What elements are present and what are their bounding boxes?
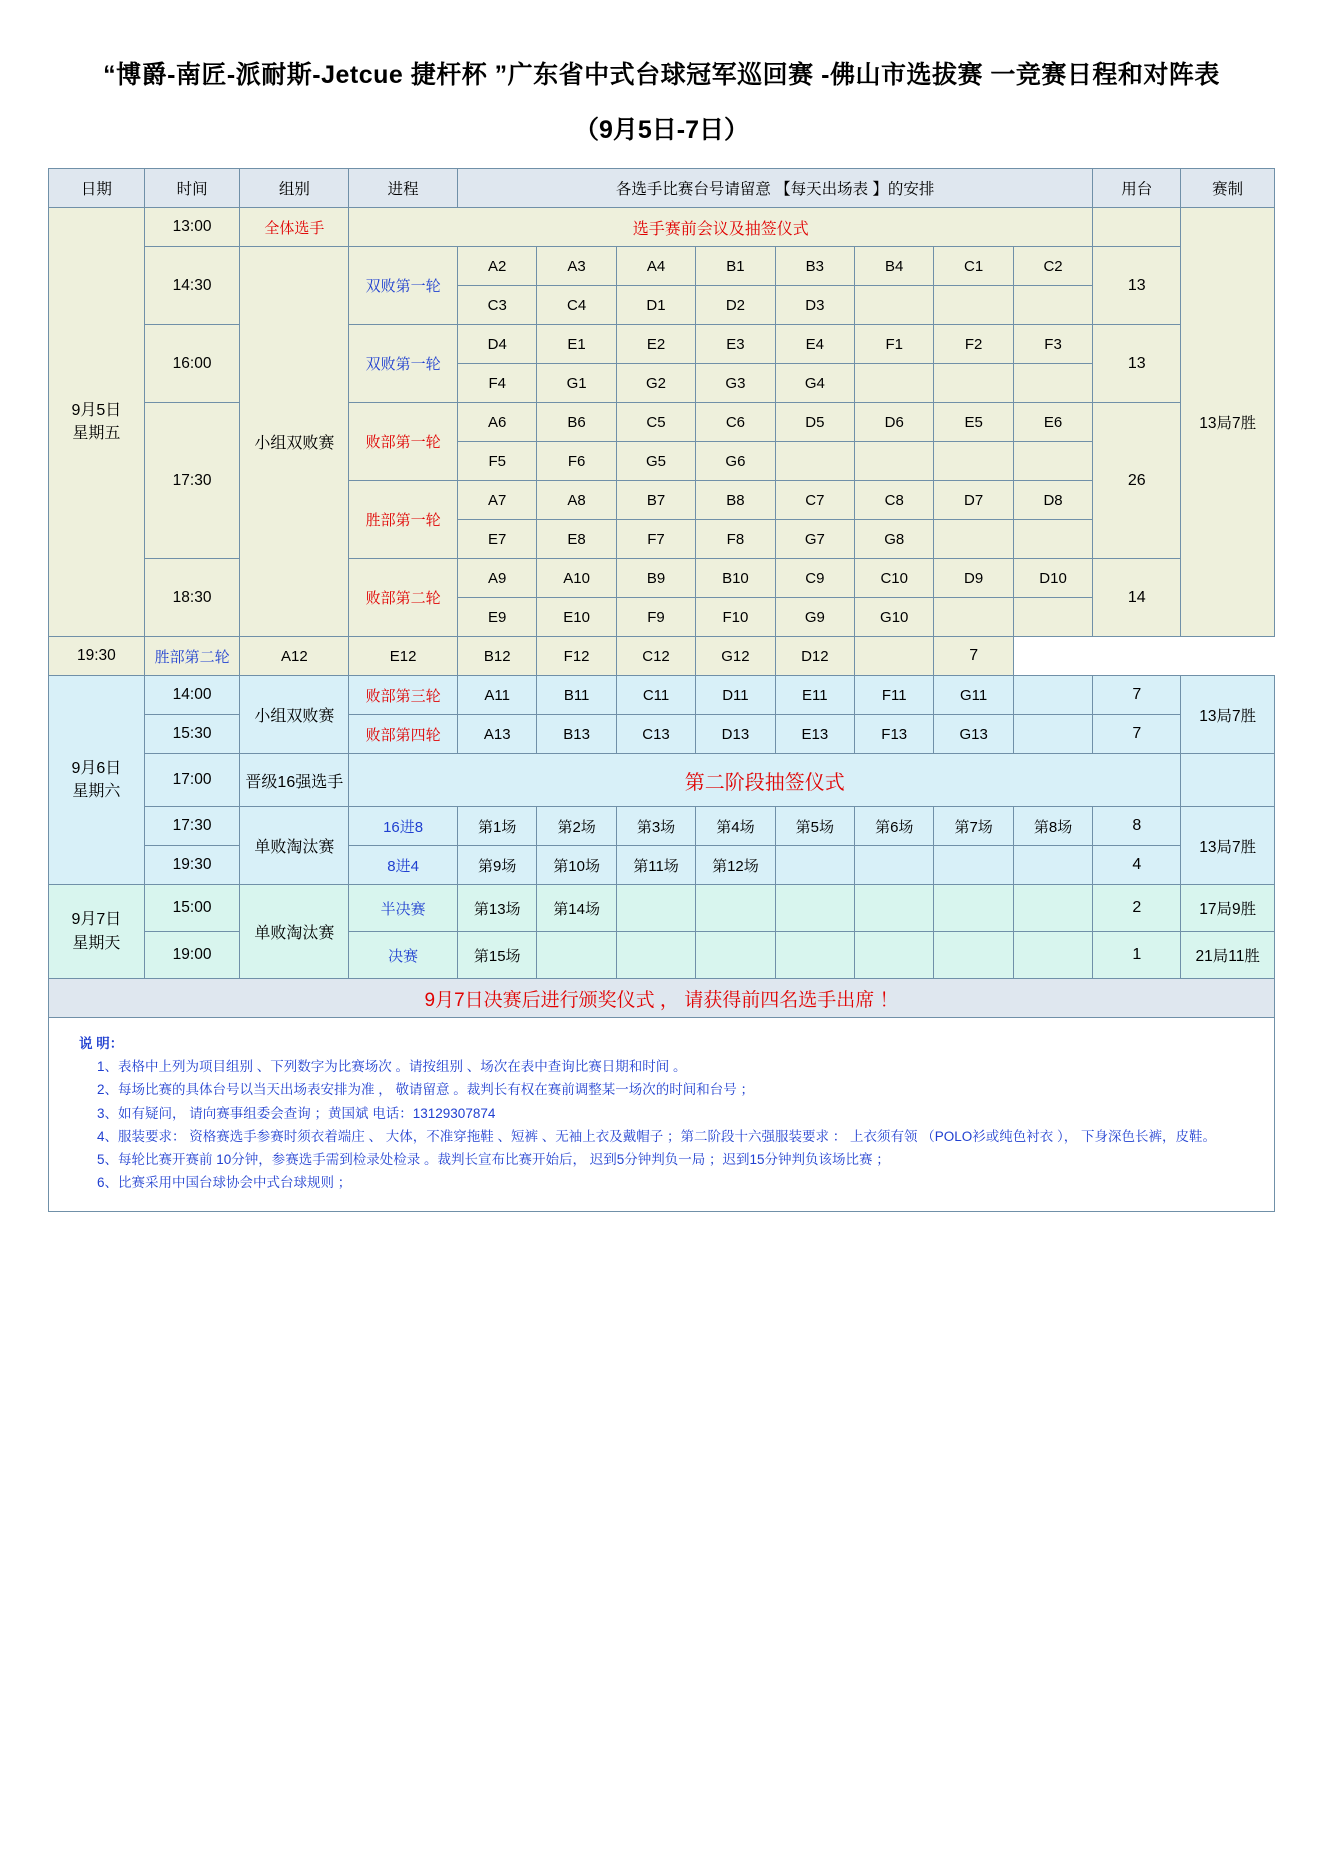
match-cell — [775, 442, 854, 481]
tables-cell: 7 — [934, 637, 1013, 676]
match-cell: E12 — [349, 637, 458, 676]
match-cell: A13 — [458, 715, 537, 754]
day-cell-sept5 — [49, 208, 145, 637]
match-cell: B7 — [616, 481, 695, 520]
time-cell: 17:00 — [144, 754, 240, 807]
match-cell: E4 — [775, 325, 854, 364]
match-cell: G11 — [934, 676, 1013, 715]
match-cell: E9 — [458, 598, 537, 637]
match-cell: C9 — [775, 559, 854, 598]
tables-cell: 13 — [1093, 247, 1181, 325]
match-cell — [696, 932, 775, 979]
progress-cell: 8进4 — [349, 846, 458, 885]
match-cell: G12 — [696, 637, 775, 676]
match-cell: 第15场 — [458, 932, 537, 979]
match-cell: G5 — [616, 442, 695, 481]
match-cell — [934, 598, 1013, 637]
match-cell — [934, 932, 1013, 979]
match-cell: F8 — [696, 520, 775, 559]
match-cell: D5 — [775, 403, 854, 442]
progress-cell: 败部第二轮 — [349, 559, 458, 637]
time-cell: 19:30 — [49, 637, 145, 676]
progress-cell: 败部第三轮 — [349, 676, 458, 715]
match-cell: A9 — [458, 559, 537, 598]
match-cell: 第3场 — [616, 807, 695, 846]
match-cell: G6 — [696, 442, 775, 481]
match-cell: E2 — [616, 325, 695, 364]
tables-cell: 2 — [1093, 885, 1181, 932]
match-cell: G10 — [855, 598, 934, 637]
progress-cell: 胜部第二轮 — [144, 637, 240, 676]
match-cell — [934, 885, 1013, 932]
match-cell: 第9场 — [458, 846, 537, 885]
time-cell: 13:00 — [144, 208, 240, 247]
match-cell: D6 — [855, 403, 934, 442]
match-cell: B10 — [696, 559, 775, 598]
match-cell: B4 — [855, 247, 934, 286]
match-cell — [1013, 364, 1092, 403]
tables-cell — [1181, 754, 1275, 807]
match-cell — [775, 885, 854, 932]
match-cell: D10 — [1013, 559, 1092, 598]
match-cell: F12 — [537, 637, 616, 676]
match-cell: A2 — [458, 247, 537, 286]
match-cell: D9 — [934, 559, 1013, 598]
format-cell: 13局7胜 — [1181, 807, 1275, 885]
match-cell: B11 — [537, 676, 616, 715]
match-cell: B1 — [696, 247, 775, 286]
table-row — [49, 676, 1275, 715]
time-cell: 14:30 — [144, 247, 240, 325]
match-cell: G13 — [934, 715, 1013, 754]
match-cell: A12 — [240, 637, 349, 676]
match-cell: E13 — [775, 715, 854, 754]
group-single-elim: 单败淘汰赛 — [240, 885, 349, 979]
table-row — [49, 637, 1275, 676]
match-cell: B8 — [696, 481, 775, 520]
notes-title: 说 明： — [79, 1036, 124, 1051]
note-item: 6、比赛采用中国台球协会中式台球规则 ； — [97, 1175, 352, 1191]
match-cell — [1013, 932, 1092, 979]
day-cell-sept6 — [49, 676, 145, 885]
match-cell: C13 — [616, 715, 695, 754]
match-cell — [855, 846, 934, 885]
match-cell: F9 — [616, 598, 695, 637]
note-item: 3、如有疑问， 请向赛事组委会查询 ；黄国斌 电话：13129307874 — [97, 1105, 496, 1121]
table-row — [49, 846, 1275, 885]
match-cell: F13 — [855, 715, 934, 754]
match-cell: E6 — [1013, 403, 1092, 442]
match-cell: B3 — [775, 247, 854, 286]
notes-section — [48, 1018, 1275, 1212]
table-row — [49, 807, 1275, 846]
match-cell: G8 — [855, 520, 934, 559]
match-cell: C3 — [458, 286, 537, 325]
match-cell: C5 — [616, 403, 695, 442]
progress-cell: 胜部第一轮 — [349, 481, 458, 559]
group-all-players: 全体选手 — [240, 208, 349, 247]
match-cell — [934, 520, 1013, 559]
match-cell: 第12场 — [696, 846, 775, 885]
match-cell: A7 — [458, 481, 537, 520]
match-cell: 第6场 — [855, 807, 934, 846]
match-cell — [934, 364, 1013, 403]
match-cell — [855, 885, 934, 932]
progress-cell: 双败第一轮 — [349, 325, 458, 403]
tables-cell: 8 — [1093, 807, 1181, 846]
progress-cell: 决赛 — [349, 932, 458, 979]
table-row — [49, 885, 1275, 932]
match-cell: 第2场 — [537, 807, 616, 846]
match-cell: 第1场 — [458, 807, 537, 846]
day-weekday: 星期六 — [72, 783, 121, 800]
match-cell — [775, 846, 854, 885]
header-group: 组别 — [240, 169, 349, 208]
match-cell: D3 — [775, 286, 854, 325]
match-cell: D11 — [696, 676, 775, 715]
match-cell — [855, 932, 934, 979]
match-cell — [696, 885, 775, 932]
time-cell: 19:30 — [144, 846, 240, 885]
match-cell — [934, 442, 1013, 481]
time-cell: 18:30 — [144, 559, 240, 637]
match-cell: 第14场 — [537, 885, 616, 932]
time-cell: 14:00 — [144, 676, 240, 715]
format-cell: 17局9胜 — [1181, 885, 1275, 932]
match-cell: D1 — [616, 286, 695, 325]
tables-cell — [1093, 208, 1181, 247]
match-cell — [1013, 442, 1092, 481]
match-cell: G7 — [775, 520, 854, 559]
page-subtitle: （9月5日-7日） — [573, 116, 750, 144]
header-time: 时间 — [144, 169, 240, 208]
day-weekday: 星期五 — [72, 425, 121, 442]
header-arrangement: 各选手比赛台号请留意 【每天出场表 】的安排 — [458, 169, 1093, 208]
match-cell: C12 — [616, 637, 695, 676]
table-row — [49, 403, 1275, 442]
match-cell — [537, 932, 616, 979]
banner-stage2-draw: 第二阶段抽签仪式 — [349, 754, 1181, 807]
match-cell: D12 — [775, 637, 854, 676]
progress-cell: 双败第一轮 — [349, 247, 458, 325]
match-cell: A6 — [458, 403, 537, 442]
group-double-elim: 小组双败赛 — [240, 676, 349, 754]
match-cell: C2 — [1013, 247, 1092, 286]
schedule-table — [48, 168, 1275, 1018]
match-cell: F7 — [616, 520, 695, 559]
award-row — [49, 979, 1275, 1018]
match-cell: F6 — [537, 442, 616, 481]
header-tables: 用台 — [1093, 169, 1181, 208]
progress-cell: 16进8 — [349, 807, 458, 846]
time-cell: 15:00 — [144, 885, 240, 932]
match-cell: D2 — [696, 286, 775, 325]
tables-cell: 13 — [1093, 325, 1181, 403]
award-ceremony-note: 9月7日决赛后进行颁奖仪式 ， 请获得前四名选手出席 ！ — [49, 979, 1275, 1018]
match-cell — [1013, 598, 1092, 637]
tables-cell: 1 — [1093, 932, 1181, 979]
match-cell: A8 — [537, 481, 616, 520]
match-cell: B12 — [458, 637, 537, 676]
table-row — [49, 247, 1275, 286]
match-cell: G4 — [775, 364, 854, 403]
group-double-elim: 小组双败赛 — [240, 247, 349, 637]
match-cell: G2 — [616, 364, 695, 403]
match-cell: B6 — [537, 403, 616, 442]
match-cell: A10 — [537, 559, 616, 598]
match-cell: A11 — [458, 676, 537, 715]
table-row — [49, 208, 1275, 247]
tables-cell: 7 — [1093, 715, 1181, 754]
match-cell — [934, 286, 1013, 325]
match-cell: A3 — [537, 247, 616, 286]
tables-cell: 4 — [1093, 846, 1181, 885]
match-cell: E8 — [537, 520, 616, 559]
match-cell: F3 — [1013, 325, 1092, 364]
group-single-elim: 单败淘汰赛 — [240, 807, 349, 885]
match-cell: G3 — [696, 364, 775, 403]
match-cell: A4 — [616, 247, 695, 286]
format-cell: 21局11胜 — [1181, 932, 1275, 979]
match-cell — [855, 442, 934, 481]
time-cell: 17:30 — [144, 807, 240, 846]
match-cell: 第4场 — [696, 807, 775, 846]
match-cell — [934, 846, 1013, 885]
format-cell: 13局7胜 — [1181, 676, 1275, 754]
time-cell: 19:00 — [144, 932, 240, 979]
table-header-row — [49, 169, 1275, 208]
table-row — [49, 559, 1275, 598]
match-cell: G9 — [775, 598, 854, 637]
match-cell: G1 — [537, 364, 616, 403]
match-cell: E3 — [696, 325, 775, 364]
match-cell: 第8场 — [1013, 807, 1092, 846]
match-cell — [1013, 676, 1092, 715]
match-cell: E5 — [934, 403, 1013, 442]
match-cell: 第5场 — [775, 807, 854, 846]
progress-cell: 败部第四轮 — [349, 715, 458, 754]
match-cell — [1013, 715, 1092, 754]
match-cell: F4 — [458, 364, 537, 403]
match-cell — [1013, 846, 1092, 885]
tables-cell: 7 — [1093, 676, 1181, 715]
match-cell: C6 — [696, 403, 775, 442]
match-cell — [616, 932, 695, 979]
table-row — [49, 754, 1275, 807]
match-cell: F10 — [696, 598, 775, 637]
match-cell: B13 — [537, 715, 616, 754]
match-cell — [855, 364, 934, 403]
progress-cell: 半决赛 — [349, 885, 458, 932]
match-cell: E1 — [537, 325, 616, 364]
match-cell: C10 — [855, 559, 934, 598]
match-cell: E11 — [775, 676, 854, 715]
match-cell: 第7场 — [934, 807, 1013, 846]
match-cell — [616, 885, 695, 932]
day-date: 9月6日 — [71, 759, 122, 777]
match-cell — [855, 637, 934, 676]
progress-cell: 败部第一轮 — [349, 403, 458, 481]
header-format: 赛制 — [1181, 169, 1275, 208]
time-cell: 15:30 — [144, 715, 240, 754]
match-cell: C1 — [934, 247, 1013, 286]
banner-draw-ceremony: 选手赛前会议及抽签仪式 — [349, 208, 1093, 247]
match-cell: D8 — [1013, 481, 1092, 520]
note-item: 5、每轮比赛开赛前 10分钟，参赛选手需到检录处检录 。裁判长宣布比赛开始后， 迟到5分钟判负一局 ；迟到15分钟判负该场比赛 ； — [97, 1152, 890, 1168]
match-cell: C4 — [537, 286, 616, 325]
format-cell-day1: 13局7胜 — [1181, 208, 1275, 637]
match-cell: E7 — [458, 520, 537, 559]
note-item: 4、服装要求： 资格赛选手参赛时须衣着端庄 、 大体，不准穿拖鞋 、短裤 、无袖上衣及戴帽子 ；第二阶段十六强服装要求 ： 上衣须有领 （POLO衫或纯色衬衣 ）， 下身深色长裤，皮鞋。 — [97, 1128, 1217, 1144]
note-item: 1、表格中上列为项目组别 、下列数字为比赛场次 。请按组别 、场次在表中查询比赛日期和时间 。 — [97, 1059, 687, 1075]
tables-cell: 26 — [1093, 403, 1181, 559]
match-cell — [1013, 286, 1092, 325]
match-cell: 第11场 — [616, 846, 695, 885]
tables-cell: 14 — [1093, 559, 1181, 637]
match-cell: F2 — [934, 325, 1013, 364]
day-date: 9月7日 — [71, 911, 122, 929]
match-cell — [1013, 520, 1092, 559]
match-cell — [1013, 885, 1092, 932]
match-cell: E10 — [537, 598, 616, 637]
day-weekday: 星期天 — [72, 934, 121, 952]
day-cell-sept7 — [49, 885, 145, 979]
match-cell: C11 — [616, 676, 695, 715]
page-title: “博爵-南匠-派耐斯-Jetcue 捷杆杯 ”广东省中式台球冠军巡回赛 -佛山市选拔赛 一竞赛日程和对阵表 — [103, 61, 1220, 89]
table-row — [49, 325, 1275, 364]
match-cell: 第10场 — [537, 846, 616, 885]
match-cell: D13 — [696, 715, 775, 754]
match-cell — [775, 932, 854, 979]
note-item: 2、每场比赛的具体台号以当天出场表安排为准 ， 敬请留意 。裁判长有权在赛前调整某一场次的时间和台号 ； — [97, 1082, 755, 1098]
match-cell: F5 — [458, 442, 537, 481]
match-cell: C8 — [855, 481, 934, 520]
time-cell: 17:30 — [144, 403, 240, 559]
match-cell: 第13场 — [458, 885, 537, 932]
table-row — [49, 932, 1275, 979]
match-cell: B9 — [616, 559, 695, 598]
match-cell: D7 — [934, 481, 1013, 520]
group-top16: 晋级16强选手 — [240, 754, 349, 807]
table-row — [49, 715, 1275, 754]
match-cell: F11 — [855, 676, 934, 715]
time-cell: 16:00 — [144, 325, 240, 403]
day-date: 9月5日 — [71, 401, 122, 419]
match-cell — [855, 286, 934, 325]
header-date: 日期 — [49, 169, 145, 208]
match-cell: D4 — [458, 325, 537, 364]
header-progress: 进程 — [349, 169, 458, 208]
match-cell: C7 — [775, 481, 854, 520]
match-cell: F1 — [855, 325, 934, 364]
